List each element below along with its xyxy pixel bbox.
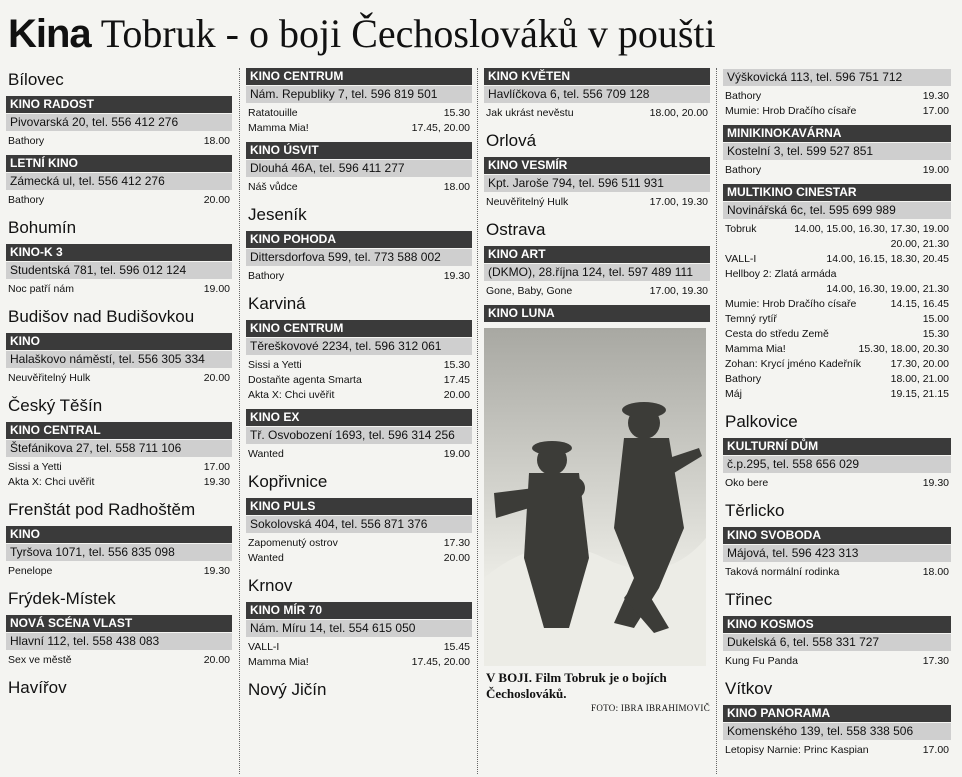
cinema-address: č.p.295, tel. 558 656 029 (723, 456, 951, 473)
showtime-row (723, 267, 951, 282)
showtimes: 18.00, 21.00 (890, 373, 949, 385)
cinema-name: KINO PULS (246, 498, 472, 515)
showtimes: 19.30 (443, 270, 470, 282)
showtimes: 19.30 (203, 565, 230, 577)
showtime-row (723, 297, 951, 312)
film-title: Zapomenutý ostrov (248, 537, 338, 549)
showtime-list (484, 106, 710, 121)
cinema-name: KINO CENTRUM (246, 68, 472, 85)
showtimes: 19.00 (203, 283, 230, 295)
film-title: Tobruk (725, 223, 757, 235)
film-title: Náš vůdce (248, 181, 298, 193)
showtimes: 20.00 (443, 389, 470, 401)
cinema-address: Dittersdorfova 599, tel. 773 588 002 (246, 249, 472, 266)
showtimes: 19.00 (922, 164, 949, 176)
city-heading: Budišov nad Budišovkou (8, 307, 195, 326)
city-heading: Těrlicko (725, 501, 785, 520)
showtimes: 19.30 (922, 477, 949, 489)
showtime-list (246, 269, 472, 284)
cinema-block (723, 438, 951, 491)
film-title: Mamma Mia! (248, 656, 309, 668)
film-title: Akta X: Chci uvěřit (248, 389, 335, 401)
showtime-row (723, 387, 951, 402)
showtimes: 19.15, 21.15 (890, 388, 949, 400)
film-title: Taková normální rodinka (725, 566, 840, 578)
showtime-row (246, 551, 472, 566)
showtime-list (246, 106, 472, 136)
cinema-name: KINO ÚSVIT (246, 142, 472, 159)
cinema-name: KINO CENTRAL (6, 422, 232, 439)
cinema-block (484, 157, 710, 210)
showtime-row (723, 654, 951, 669)
film-title: VALL-I (248, 641, 280, 653)
city-heading: Český Těšín (8, 396, 103, 415)
cinema-address: Komenského 139, tel. 558 338 506 (723, 723, 951, 740)
city-heading: Bílovec (8, 70, 64, 89)
cinema-address: Štefánikova 27, tel. 558 711 106 (6, 440, 232, 457)
film-title: Kung Fu Panda (725, 655, 798, 667)
showtimes: 17.30 (922, 655, 949, 667)
photo-credit: FOTO: IBRA IBRAHIMOVIČ (591, 703, 710, 713)
showtimes: 15.00 (922, 313, 949, 325)
film-title: Hellboy 2: Zlatá armáda (725, 268, 837, 280)
cinema-name: KINO VESMÍR (484, 157, 710, 174)
cinema-block (723, 527, 951, 580)
cinema-address: Sokolovská 404, tel. 556 871 376 (246, 516, 472, 533)
film-title: Wanted (248, 552, 284, 564)
showtimes: 15.45 (443, 641, 470, 653)
showtime-row (6, 475, 232, 490)
city-heading: Krnov (248, 576, 293, 595)
showtime-list (6, 282, 232, 297)
showtime-list (6, 134, 232, 149)
showtime-list (246, 180, 472, 195)
cinema-name: KINO (6, 333, 232, 350)
showtime-row (484, 106, 710, 121)
showtime-row (723, 222, 951, 237)
film-title: Bathory (725, 373, 762, 385)
showtime-list (6, 564, 232, 579)
showtime-list (246, 358, 472, 403)
cinema-address: (DKMO), 28.října 124, tel. 597 489 111 (484, 264, 710, 281)
listing-column-2 (246, 68, 472, 706)
showtime-row (6, 371, 232, 386)
cinema-name: NOVÁ SCÉNA VLAST (6, 615, 232, 632)
cinema-block (6, 615, 232, 668)
showtime-row (246, 655, 472, 670)
film-title: Zohan: Krycí jméno Kadeřník (725, 358, 861, 370)
showtimes: 17.30, 20.00 (890, 358, 949, 370)
showtime-row (246, 269, 472, 284)
cinema-block (484, 246, 710, 299)
showtimes: 20.00, 21.30 (890, 238, 949, 250)
showtime-list (723, 163, 951, 178)
cinema-name: LETNÍ KINO (6, 155, 232, 172)
film-title: Mumie: Hrob Dračího císaře (725, 105, 857, 117)
column-divider (239, 68, 240, 774)
cinema-address: Májová, tel. 596 423 313 (723, 545, 951, 562)
showtime-row (246, 447, 472, 462)
showtime-list (484, 195, 710, 210)
city-heading: Havířov (8, 678, 67, 697)
cinema-block (723, 125, 951, 178)
cinema-block (484, 305, 710, 322)
showtime-row (246, 106, 472, 121)
showtime-row (246, 121, 472, 136)
cinema-address: Nám. Míru 14, tel. 554 615 050 (246, 620, 472, 637)
city-heading: Orlová (486, 131, 537, 150)
cinema-block (484, 68, 710, 121)
showtimes: 17.00 (922, 744, 949, 756)
film-title: Neuvěřitelný Hulk (8, 372, 91, 384)
city-heading: Karviná (248, 294, 306, 313)
film-title: Bathory (725, 90, 762, 102)
film-title: Dostaňte agenta Smarta (248, 374, 362, 386)
showtime-list (246, 447, 472, 462)
cinema-name: MINIKINOKAVÁRNA (723, 125, 951, 142)
cinema-name: MULTIKINO CINESTAR (723, 184, 951, 201)
city-heading: Kopřivnice (248, 472, 328, 491)
film-still-photo (484, 328, 706, 666)
city-heading: Frýdek-Místek (8, 589, 116, 608)
film-title: Noc patří nám (8, 283, 74, 295)
cinema-name: KINO ART (484, 246, 710, 263)
film-title: Sissi a Yetti (248, 359, 302, 371)
showtime-list (6, 460, 232, 490)
cinema-name: KINO MÍR 70 (246, 602, 472, 619)
showtime-row (6, 134, 232, 149)
showtime-row (6, 193, 232, 208)
cinema-block (723, 616, 951, 669)
film-title: VALL-I (725, 253, 757, 265)
showtimes: 19.30 (922, 90, 949, 102)
city-heading: Jeseník (248, 205, 307, 224)
film-title: Ratatouille (248, 107, 298, 119)
showtimes: 15.30, 18.00, 20.30 (858, 343, 949, 355)
cinema-address: Tyršova 1071, tel. 556 835 098 (6, 544, 232, 561)
cinema-address: Pivovarská 20, tel. 556 412 276 (6, 114, 232, 131)
showtime-row (723, 104, 951, 119)
city-heading: Nový Jičín (248, 680, 327, 699)
cinema-block (246, 68, 472, 136)
city-heading: Frenštát pod Radhoštěm (8, 500, 196, 519)
cinema-name: KINO EX (246, 409, 472, 426)
headline (8, 10, 716, 62)
city-heading: Bohumín (8, 218, 77, 237)
showtime-list (723, 743, 951, 758)
showtime-row (723, 163, 951, 178)
caption-text: Film Tobruk je o bojích Čechoslováků. (486, 670, 667, 701)
cinema-address: Kostelní 3, tel. 599 527 851 (723, 143, 951, 160)
showtimes: 17.45, 20.00 (411, 122, 470, 134)
headline-brand: Kina (8, 12, 91, 56)
film-title: Letopisy Narnie: Princ Kaspian (725, 744, 869, 756)
cinema-block (723, 184, 951, 402)
cinema-block (6, 96, 232, 149)
film-title: Akta X: Chci uvěřit (8, 476, 95, 488)
film-title: Wanted (248, 448, 284, 460)
cinema-block (723, 705, 951, 758)
cinema-address: Kpt. Jaroše 794, tel. 596 511 931 (484, 175, 710, 192)
cinema-block (246, 320, 472, 403)
cinema-address: Studentská 781, tel. 596 012 124 (6, 262, 232, 279)
film-title: Oko bere (725, 477, 769, 489)
city-heading: Třinec (725, 590, 773, 609)
showtime-row (723, 252, 951, 267)
showtime-row (6, 460, 232, 475)
cinema-name: KINO KVĚTEN (484, 68, 710, 85)
cinema-name: KULTURNÍ DŮM (723, 438, 951, 455)
cinema-block (246, 409, 472, 462)
showtime-row (723, 327, 951, 342)
cinema-name: KINO KOSMOS (723, 616, 951, 633)
showtime-list (723, 565, 951, 580)
cinema-name: KINO SVOBODA (723, 527, 951, 544)
showtimes: 20.00 (443, 552, 470, 564)
showtime-list (723, 89, 951, 119)
film-title: Temný rytíř (725, 313, 777, 325)
showtime-row (723, 237, 951, 252)
cinema-address: Nám. Republiky 7, tel. 596 819 501 (246, 86, 472, 103)
showtimes: 20.00 (203, 654, 230, 666)
showtime-row (246, 536, 472, 551)
showtime-row (246, 640, 472, 655)
showtimes: 15.30 (443, 359, 470, 371)
showtime-row (723, 565, 951, 580)
film-title: Penelope (8, 565, 53, 577)
showtimes: 17.45, 20.00 (411, 656, 470, 668)
cinema-address: Zámecká ul, tel. 556 412 276 (6, 173, 232, 190)
cinema-address: Tř. Osvobození 1693, tel. 596 314 256 (246, 427, 472, 444)
showtimes: 20.00 (203, 194, 230, 206)
showtime-list (246, 640, 472, 670)
showtimes: 17.00 (203, 461, 230, 473)
showtimes: 20.00 (203, 372, 230, 384)
film-title: Bathory (248, 270, 285, 282)
listing-column-4 (723, 68, 951, 764)
showtime-row (723, 357, 951, 372)
showtimes: 18.00 (922, 566, 949, 578)
film-title: Bathory (8, 194, 45, 206)
showtime-row (484, 284, 710, 299)
cinema-block (246, 231, 472, 284)
cinema-address: Hlavní 112, tel. 558 438 083 (6, 633, 232, 650)
showtimes: 18.00 (203, 135, 230, 147)
showtime-row (6, 653, 232, 668)
showtimes: 15.30 (443, 107, 470, 119)
cinema-block (6, 244, 232, 297)
showtimes: 14.15, 16.45 (890, 298, 949, 310)
showtime-row (723, 282, 951, 297)
film-title: Gone, Baby, Gone (486, 285, 573, 297)
cinema-name: KINO (6, 526, 232, 543)
showtimes: 17.00, 19.30 (649, 285, 708, 297)
showtime-row (246, 388, 472, 403)
showtime-row (246, 180, 472, 195)
showtime-row (723, 743, 951, 758)
showtimes: 18.00 (443, 181, 470, 193)
showtime-row (484, 195, 710, 210)
cinema-name: KINO CENTRUM (246, 320, 472, 337)
column-divider (716, 68, 717, 774)
cinema-block (246, 602, 472, 670)
cinema-block (6, 155, 232, 208)
showtimes: 18.00, 20.00 (649, 107, 708, 119)
showtimes: 19.00 (443, 448, 470, 460)
showtimes: 14.00, 16.30, 19.00, 21.30 (826, 283, 949, 295)
showtime-row (723, 342, 951, 357)
showtimes: 19.30 (203, 476, 230, 488)
listing-column-3 (484, 68, 710, 713)
showtime-row (723, 89, 951, 104)
cinema-address: Havlíčkova 6, tel. 556 709 128 (484, 86, 710, 103)
showtime-list (484, 284, 710, 299)
showtimes: 15.30 (922, 328, 949, 340)
cinema-name: KINO PANORAMA (723, 705, 951, 722)
photo-block (484, 328, 710, 713)
cinema-block (6, 526, 232, 579)
cinema-address: Těreškovové 2234, tel. 596 312 061 (246, 338, 472, 355)
cinema-address: Dlouhá 46A, tel. 596 411 277 (246, 160, 472, 177)
cinema-address: Dukelská 6, tel. 558 331 727 (723, 634, 951, 651)
showtime-list (6, 371, 232, 386)
cinema-address: Výškovická 113, tel. 596 751 712 (723, 69, 951, 86)
showtimes: 17.00 (922, 105, 949, 117)
film-title: Mamma Mia! (248, 122, 309, 134)
film-title: Sex ve městě (8, 654, 72, 666)
cinema-block (246, 498, 472, 566)
showtimes: 14.00, 16.15, 18.30, 20.45 (826, 253, 949, 265)
showtime-list (6, 653, 232, 668)
cinema-name: KINO-K 3 (6, 244, 232, 261)
film-title: Bathory (8, 135, 45, 147)
listing-column-1 (6, 68, 232, 704)
film-title: Neuvěřitelný Hulk (486, 196, 569, 208)
showtime-list (723, 654, 951, 669)
cinema-name: KINO RADOST (6, 96, 232, 113)
showtime-row (723, 372, 951, 387)
film-title: Jak ukrást nevěstu (486, 107, 574, 119)
film-title: Sissi a Yetti (8, 461, 62, 473)
film-title: Máj (725, 388, 742, 400)
showtimes: 14.00, 15.00, 16.30, 17.30, 19.00 (794, 223, 949, 235)
film-title: Mamma Mia! (725, 343, 786, 355)
cinema-block (6, 422, 232, 490)
cinema-block (246, 142, 472, 195)
showtime-row (246, 358, 472, 373)
showtime-list (6, 193, 232, 208)
cinema-address: Halaškovo náměstí, tel. 556 305 334 (6, 351, 232, 368)
film-title: Mumie: Hrob Dračího císaře (725, 298, 857, 310)
showtime-list (246, 536, 472, 566)
showtimes: 17.45 (443, 374, 470, 386)
showtime-list (723, 222, 951, 402)
showtime-list (723, 476, 951, 491)
soldiers-illustration (484, 328, 706, 666)
showtime-row (6, 282, 232, 297)
cinema-name: KINO LUNA (484, 305, 710, 322)
cinema-name: KINO POHODA (246, 231, 472, 248)
showtime-row (246, 373, 472, 388)
headline-title: Tobruk - o boji Čechoslováků v poušti (100, 11, 716, 56)
film-title: Bathory (725, 164, 762, 176)
cinema-address: Novinářská 6c, tel. 595 699 989 (723, 202, 951, 219)
column-divider (477, 68, 478, 774)
city-heading: Ostrava (486, 220, 546, 239)
showtime-row (723, 312, 951, 327)
film-title: Cesta do středu Země (725, 328, 829, 340)
photo-caption (484, 670, 710, 702)
cinema-block (723, 69, 951, 119)
showtimes: 17.30 (443, 537, 470, 549)
city-heading: Palkovice (725, 412, 798, 431)
showtime-row (6, 564, 232, 579)
showtimes: 17.00, 19.30 (649, 196, 708, 208)
caption-lead: V BOJI. (486, 670, 532, 685)
showtime-row (723, 476, 951, 491)
city-heading: Vítkov (725, 679, 773, 698)
cinema-block (6, 333, 232, 386)
